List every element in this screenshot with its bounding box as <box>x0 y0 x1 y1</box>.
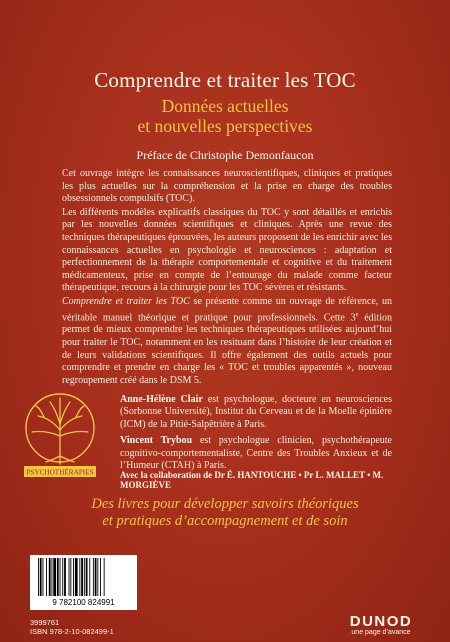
series-tagline <box>0 496 450 530</box>
subtitle-line-1: Données actuelles <box>161 96 289 116</box>
barcode-bar <box>40 558 42 596</box>
authors-section <box>120 394 392 476</box>
paragraph-3-part-a: se présente comme un ouvrage de référence, un véritable manuel théorique et pratique pour professionnels. Cette 3 <box>62 295 392 323</box>
barcode-bar <box>49 558 51 596</box>
author-name: Vincent Trybou <box>120 435 193 447</box>
description-paragraph-1: Cet ouvrage intègre les connaissances neuroscientifiques, cliniques et pratiques les plus actuelles sur la compréhension et la prise en charge des troubles obsessionnels compulsifs (TOC). <box>62 168 392 205</box>
barcode-bar <box>86 558 88 596</box>
barcode-bar <box>93 558 94 596</box>
publisher-name: DUNOD <box>349 613 413 630</box>
barcode-bar <box>89 558 90 596</box>
publisher-tagline: une page d’avance <box>351 629 411 636</box>
book-title-italic: Comprendre et traiter les TOC <box>62 295 190 307</box>
book-subtitle <box>0 96 450 136</box>
barcode-bar <box>53 558 56 596</box>
barcode-bar <box>69 558 70 596</box>
author-bio-text: est psychologue, docteure en neurosciences (Sorbonne Université), Institut du Cerveau et de la Moelle épinière (ICM) de la Pitié-Salpêtrière à Paris. <box>120 394 393 430</box>
barcode-bar <box>52 558 53 596</box>
preface-credit: Préface de Christophe Demonfaucon <box>136 148 314 162</box>
tagline-line-1: Des livres pour développer savoirs théoriques <box>91 496 359 512</box>
barcode-bar <box>81 558 83 596</box>
barcode-bar <box>73 558 74 596</box>
author-bio-text: est psychologue clinicien, psychothérapeute cognitivo-comportementaliste, Centre des Troubles Anxieux et de l’Humeur (CTAH) à Paris. <box>120 435 392 472</box>
barcode-bar <box>95 558 97 596</box>
barcode-bar <box>70 558 71 596</box>
edition-superscript: e <box>355 311 359 318</box>
subtitle-line-2: et nouvelles perspectives <box>137 116 313 136</box>
tagline-line-2: et pratiques d’accompagnement et de soin <box>102 513 348 529</box>
product-code: 3999761 <box>30 618 60 627</box>
barcode-bar <box>60 558 61 596</box>
isbn: ISBN 978-2-10-082499-1 <box>30 627 114 636</box>
barcode-bar <box>57 558 59 596</box>
barcode <box>30 555 137 610</box>
emblem-label: PSYCHOTHÉRAPIES <box>26 468 94 477</box>
barcode-bar <box>43 558 44 596</box>
reference-codes <box>30 618 114 636</box>
barcode-bars <box>36 558 132 598</box>
barcode-bar <box>79 558 80 596</box>
book-description <box>62 168 392 388</box>
author-bio <box>120 435 392 472</box>
barcode-bar <box>38 558 39 596</box>
barcode-digits: 9 782100 824991 <box>52 598 115 607</box>
barcode-bar <box>46 558 47 596</box>
description-paragraph-3 <box>62 296 392 387</box>
psychotherapies-emblem-icon <box>10 386 110 486</box>
barcode-bar <box>75 558 78 596</box>
publisher-logo <box>336 613 426 636</box>
author-bio <box>120 394 392 431</box>
paragraph-3-part-b: édition permet de mieux comprendre les techniques thérapeutiques utilisées aujourd’hui pour traiter le TOC, notamment en les resituant dans l’histoire de leur création et de leurs validations scientifiques. Il offre également des outils actuels pour comprendre et prendre en charge les « TOC et troubles apparentés », nouveau regroupement créé dans le DSM 5. <box>62 311 392 386</box>
barcode-bar <box>84 558 85 596</box>
barcode-bar <box>64 558 66 596</box>
book-title: Comprendre et traiter les TOC <box>94 68 356 92</box>
barcode-bar <box>100 558 101 596</box>
barcode-bar <box>62 558 63 596</box>
collaboration-credits: Avec la collaboration de Dr É. HANTOUCHE • Pr L. MALLET • M. MORGIÈVE <box>120 470 384 490</box>
barcode-bar <box>104 558 105 596</box>
description-paragraph-2: Les différents modèles explicatifs classiques du TOC y sont détaillés et enrichis par les nouvelles données scientifiques et cliniques. Après une revue des techniques thérapeutiques éprouvées, les auteurs proposent de les enrichir avec les connaissances actuelles en psychologie et neurosciences : adaptation et perfectionnement de la thérapie comportementale et cognitive et du traitement médicamenteux, prise en compte de l’entourage du malade comme facteur thérapeutique, recours à la chirurgie pour les TOC sévères et résistants. <box>62 206 392 294</box>
barcode-bar <box>97 558 98 596</box>
author-name: Anne-Hélène Clair <box>120 394 203 405</box>
